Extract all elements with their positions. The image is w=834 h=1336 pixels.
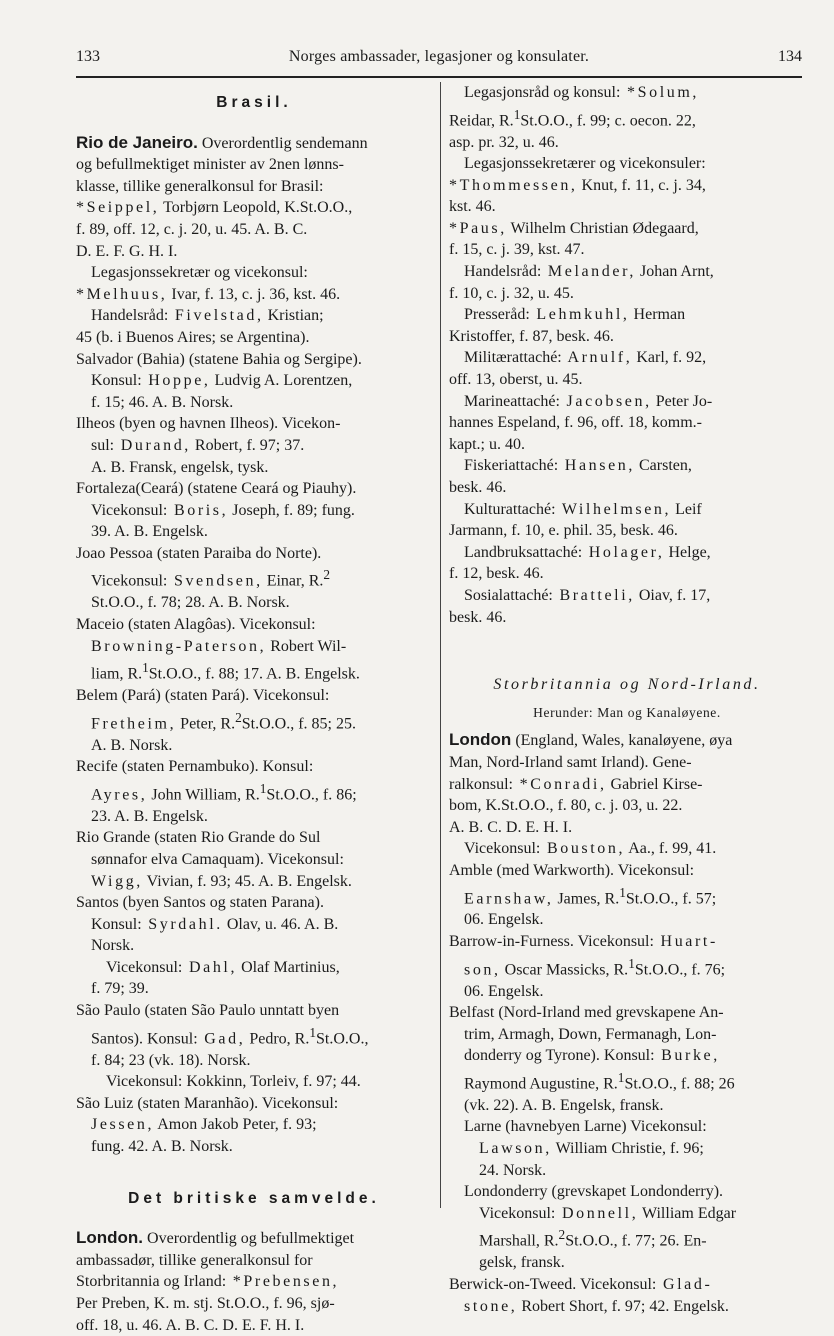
section-heading-brasil: Brasil. xyxy=(216,94,292,111)
page-number-left: 133 xyxy=(76,48,100,65)
header-rule xyxy=(76,76,802,78)
section-subheading-uk: Herunder: Man og Kanaløyene. xyxy=(533,704,721,720)
entry-rio-grande: Rio Grande (staten Rio Grande do Sul sønnafor elva Camaquam). Vicekonsul: Wigg, Vivian, f. 93; 45. A. B. Engelsk. xyxy=(76,829,352,890)
entry-belfast: Belfast (Nord-Irland med grevskapene An- trim, Armagh, Down, Fermanagh, Lon- donderry og Tyrone). Konsul: Burke, Raymond Augustine, R.$^1$St.O.O., f. 88; 26 (vk. 22). A. B. Engelsk, fransk. Larne (havnebyen Larne) Vicekonsul: Lawson, William Christie, f. 96; 24. Norsk. Londonderry (grevskapet Londonderry). Vicekonsul: Donnell, William Edgar Marshall, R.$^2$St.O.O., f. 77; 26. En- gelsk, fransk. xyxy=(449,1004,737,1272)
entry-london-ambassador: London. Overordentlig og befullmektiget ambassadør, tillike generalkonsul for Storbritannia og Irland: *Prebensen, Per Preben, K. m. stj. St.O.O., f. 96, sjø- off. 18, u. 46. A. B. C. D. E. F. H. I. xyxy=(76,1228,355,1334)
entry-santos: Santos (byen Santos og staten Parana). Konsul: Syrdahl. Olav, u. 46. A. B. Norsk. Vicekonsul: Dahl, Olaf Martinius, f. 79; 39. xyxy=(76,894,340,998)
page-header xyxy=(76,46,802,70)
entry-barrow: Barrow-in-Furness. Vicekonsul: Huart- son, Oscar Massicks, R.$^1$St.O.O., f. 76; 06. Engelsk. xyxy=(449,933,726,1000)
entry-london-staff: Legasjonsråd og konsul: *Solum, Reidar, R.$^1$St.O.O., f. 99; c. oecon. 22, asp. pr. 32, u. 46. Legasjonssekretærer og vicekonsuler: *Thommessen, Knut, f. 11, c. j. 34, kst. 46. *Paus, Wilhelm Christian Ødegaard, f. 15, c. j. 39, kst. 47. Handelsråd: Melander, Johan Arnt, f. 10, c. j. 32, u. 45. Presseråd: Lehmkuhl, Herman Kristoffer, f. 87, besk. 46. Militærattaché: Arnulf, Karl, f. 92, off. 13, oberst, u. 45. Marineattaché: Jacobsen, Peter Jo- hannes Espeland, f. 96, off. 18, komm.- kapt.; u. 40. Fiskeriattaché: Hansen, Carsten, besk. 46. Kulturattaché: Wilhelmsen, Leif Jarmann, f. 10, e. phil. 35, besk. 46. Landbruksattaché: Holager, Helge, f. 12, besk. 46. Sosialattaché: Bratteli, Oiav, f. 17, besk. 46. xyxy=(449,84,714,626)
entry-belem: Belem (Pará) (staten Pará). Vicekonsul: Fretheim, Peter, R.$^2$St.O.O., f. 85; 25. A. B. Norsk. xyxy=(76,687,356,754)
section-heading-uk: Storbritannia og Nord-Irland. xyxy=(493,676,761,694)
entry-berwick: Berwick-on-Tweed. Vicekonsul: Glad- stone, Robert Short, f. 97; 42. Engelsk. xyxy=(449,1275,729,1315)
entry-maceio: Maceio (staten Alagôas). Vicekonsul: Browning-Paterson, Robert Wil- liam, R.$^1$St.O.O., f. 88; 17. A. B. Engelsk. xyxy=(76,615,360,683)
entry-sao-luiz: São Luiz (staten Maranhão). Vicekonsul: Jessen, Amon Jakob Peter, f. 93; fung. 42. A. B. Norsk. xyxy=(76,1094,339,1155)
right-column xyxy=(449,82,805,1317)
entry-fortaleza: Fortaleza(Ceará) (statene Ceará og Piauhy). Vicekonsul: Boris, Joseph, f. 89; fung. 39. A. B. Engelsk. xyxy=(76,480,357,541)
left-column xyxy=(76,82,432,1336)
page-number-right: 134 xyxy=(778,48,802,65)
entry-sao-paulo: São Paulo (staten São Paulo unntatt byen Santos). Konsul: Gad, Pedro, R.$^1$St.O.O., f. 84; 23 (vk. 18). Norsk. Vicekonsul: Kokkinn, Torleiv, f. 97; 44. xyxy=(76,1002,369,1091)
section-heading-commonwealth: Det britiske samvelde. xyxy=(128,1189,380,1207)
city-name: Rio de Janeiro. xyxy=(76,132,198,152)
entry-london-consulate: London (England, Wales, kanaløyene, øya Man, Nord-Irland samt Irland). Gene- ralkonsul: *Conradi, Gabriel Kirse- bom, K.St.O.O., f. 80, c. j. 03, u. 22. A. B. C. D. E. H. I. Vicekonsul: Bouston, Aa., f. 99, 41. xyxy=(449,730,733,858)
entry-ilheos: Ilheos (byen og havnen Ilheos). Vicekon- sul: Durand, Robert, f. 97; 37. A. B. Fransk, engelsk, tysk. xyxy=(76,415,341,476)
city-name: London xyxy=(449,730,512,750)
entry-recife: Recife (staten Pernambuko). Konsul: Ayres, John William, R.$^1$St.O.O., f. 86; 23. A. B. Engelsk. xyxy=(76,758,357,825)
entry-salvador: Salvador (Bahia) (statene Bahia og Sergipe). Konsul: Hoppe, Ludvig A. Lorentzen, f. 15; 46. A. B. Norsk. xyxy=(76,350,362,411)
entry-rio-de-janeiro: Rio de Janeiro. Overordentlig sendemann og befullmektiget minister av 2nen lønns- klasse, tillike generalkonsul for Brasil: *Seippel, Torbjørn Leopold, K.St.O.O., f. 89, off. 12, c. j. 20, u. 45. A. B. C. D. E. F. G. H. I. Legasjonssekretær og vicekonsul: *Melhuus, Ivar, f. 13, c. j. 36, kst. 46. Handelsråd: Fivelstad, Kristian; 45 (b. i Buenos Aires; se Argentina). xyxy=(76,132,368,346)
entry-amble: Amble (med Warkworth). Vicekonsul: Earnshaw, James, R.$^1$St.O.O., f. 57; 06. Engelsk. xyxy=(449,861,717,929)
column-divider xyxy=(440,82,441,1208)
entry-joao-pessoa: Joao Pessoa (staten Paraiba do Norte). Vicekonsul: Svendsen, Einar, R.$^2$ St.O.O., f. 78; 28. A. B. Norsk. xyxy=(76,544,331,612)
city-name: London. xyxy=(76,1228,144,1248)
running-title: Norges ambassader, legasjoner og konsulater. xyxy=(288,48,590,65)
